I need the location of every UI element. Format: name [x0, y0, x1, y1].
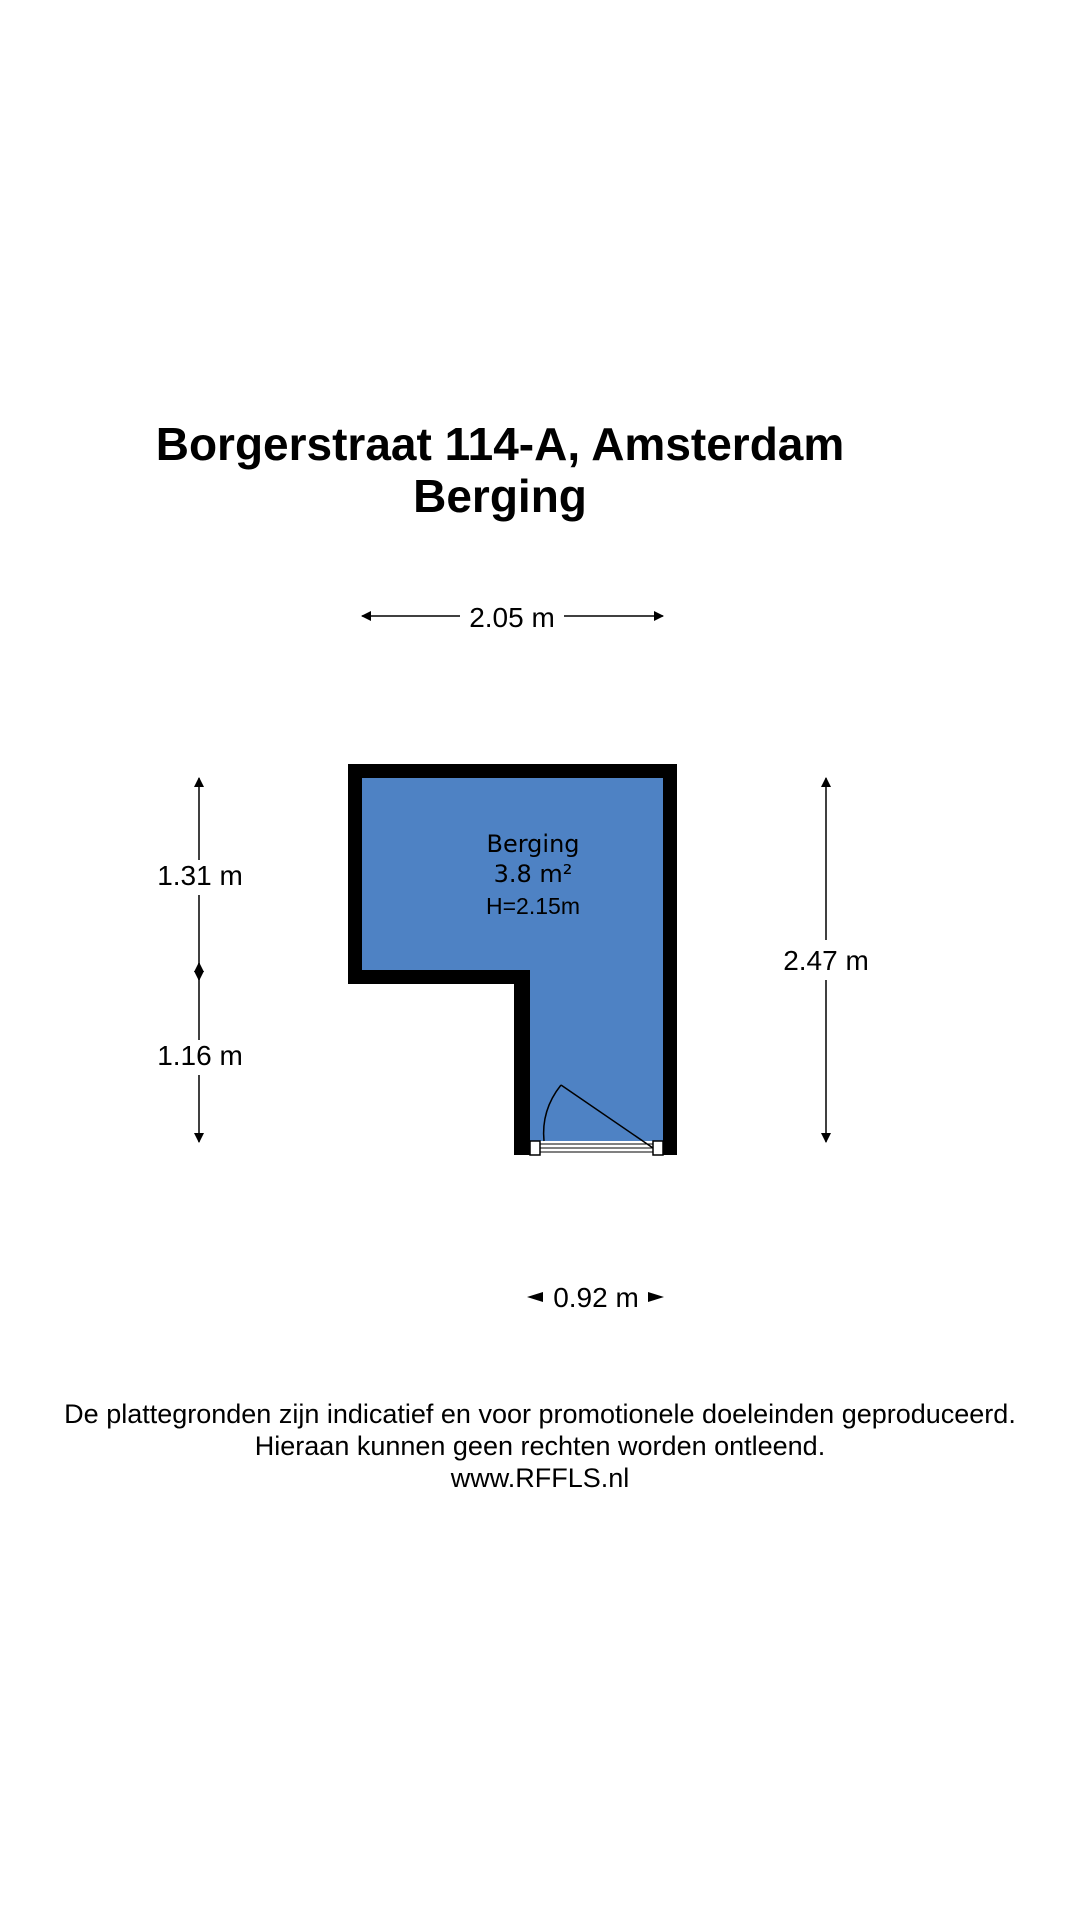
dimension-arrow-bottom-right: [648, 1292, 664, 1302]
website-link[interactable]: www.RFFLS.nl: [450, 1463, 630, 1493]
dimension-right-height: 2.47 m: [783, 945, 869, 976]
dimension-left-upper: 1.31 m: [157, 860, 243, 891]
room-name: Berging: [486, 830, 580, 858]
floor-title: Berging: [413, 470, 587, 522]
room-height: H=2.15m: [486, 893, 580, 919]
disclaimer-line-1: De plattegronden zijn indicatief en voor promotionele doeleinden geproduceerd.: [64, 1399, 1016, 1429]
address-title: Borgerstraat 114-A, Amsterdam: [155, 418, 845, 470]
room-area: 3.8 m²: [493, 860, 573, 888]
dimension-top-width: 2.05 m: [469, 602, 555, 633]
dimension-arrow-bottom-left: [527, 1292, 543, 1302]
dimension-left-lower: 1.16 m: [157, 1040, 243, 1071]
disclaimer-line-2: Hieraan kunnen geen rechten worden ontleend.: [254, 1431, 826, 1461]
door-opening: [530, 1141, 663, 1155]
dimension-bottom-width: 0.92 m: [553, 1282, 639, 1313]
